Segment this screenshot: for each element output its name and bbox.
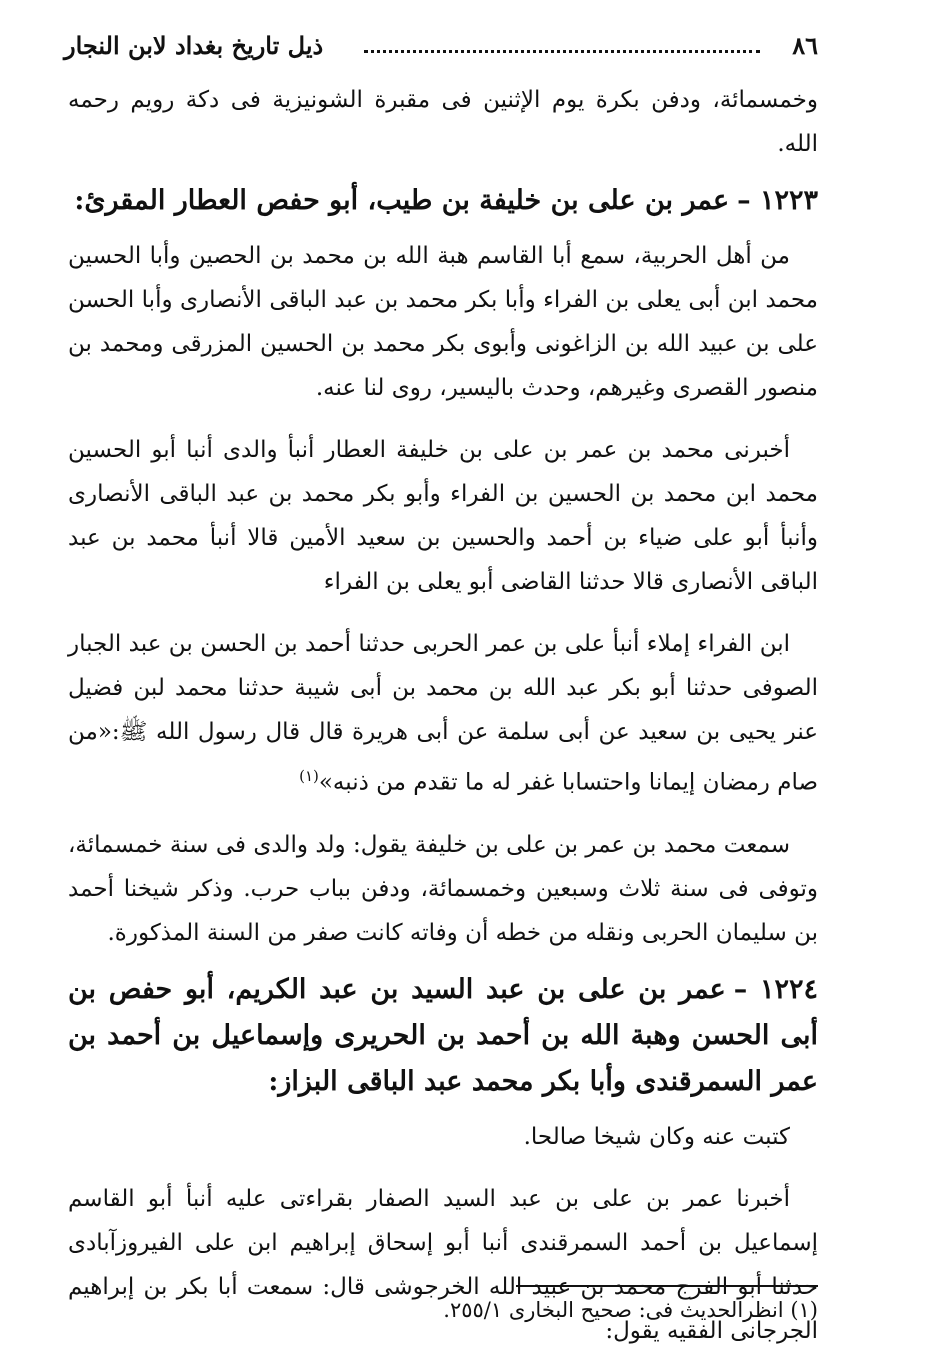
header-dot-leader — [364, 50, 760, 53]
running-title: ذيل تاريخ بغداد لابن النجار — [64, 31, 324, 60]
paragraph: سمعت محمد بن عمر بن على بن خليفة يقول: ولد والدى فى سنة خمسمائة، وتوفى فى سنة ثلاث وسبعين وخمسمائة، ودفن بباب حرب. وذكر شيخنا أحمد بن سليمان الحربى ونقله من خطه أن وفاته كانت صفر من السنة المذكورة. — [68, 831, 818, 946]
footnote-reference: (١) — [299, 767, 319, 785]
paragraph-hadith — [68, 622, 818, 805]
paragraph: كتبت عنه وكان شيخا صالحا. — [523, 1123, 790, 1150]
paragraph-continuation: وخمسمائة، ودفن بكرة يوم الإثنين فى مقبرة الشونيزية فى دكة رويم رحمه الله. — [68, 87, 818, 157]
entry-number: ١٢٢٤ – — [733, 973, 818, 1005]
page-number: ٨٦ — [792, 31, 818, 60]
footnote-divider — [516, 1285, 818, 1287]
entry-heading-1223 — [68, 178, 818, 224]
entry-title: عمر بن على بن عبد السيد بن عبد الكريم، أبو حفص بن أبى الحسن وهبة الله بن أحمد بن الحريرى وإسماعيل بن أحمد بن عمر السمرقندى وأبا بكر محمد عبد الباقى البزاز: — [68, 973, 818, 1097]
footnote: (١) انظرالحديث فى: صحيح البخارى ٢٥٥/١. — [443, 1298, 818, 1322]
entry-number: ١٢٢٣ – — [737, 185, 818, 216]
hadith-text: ابن الفراء إملاء أنبأ على بن عمر الحربى حدثنا أحمد بن الحسن بن عبد الجبار الصوفى حدثنا أبو بكر عبد الله بن محمد بن أبى شيبة حدثنا محمد لبن فضيل عنر يحيى بن سعيد عن أبى سلمة عن أبى هريرة قال قال رسول الله ﷺ:«من صام رمضان إيمانا واحتسابا غفر له ما تقدم من ذنبه» — [68, 631, 818, 796]
paragraph: أخبرنى محمد بن عمر بن على بن خليفة العطار أنبأ والدى أنبا أبو الحسين محمد ابن محمد بن الحسين بن الفراء وأبو بكر محمد بن عبد الباقى الأنصارى وأنبأ أبو على ضياء بن أحمد والحسين بن سعيد الأمين قالا أنبأ محمد بن عبد الباقى الأنصارى قالا حدثنا القاضى أبو يعلى بن الفراء — [68, 437, 818, 595]
entry-title: عمر بن على بن خليفة بن طيب، أبو حفص العطار المقرئ: — [74, 185, 730, 216]
paragraph: أخبرنا عمر بن على بن عبد السيد الصفار بقراءتى عليه أنبأ أبو القاسم إسماعيل بن أحمد السمرقندى أنبا أبو إسحاق إبراهيم ابن على الفيروزآبادى حدثنا أبو الفرج محمد بن عبيد الله الخرجوشى قال: سمعت أبا بكر بن إبراهيم الجرجانى الفقيه يقول: — [68, 1185, 818, 1344]
paragraph: من أهل الحربية، سمع أبا القاسم هبة الله بن محمد بن الحصين وأبا الحسين محمد ابن أبى يعلى بن الفراء وأبا بكر محمد بن عبد الباقى الأنصارى وأبا الحسن على بن عبيد الله بن الزاغونى وأبوى بكر محمد بن الحسين المزرقى ومحمد بن منصور القصرى وغيرهم، وحدث باليسير، روى لنا عنه. — [68, 243, 818, 401]
page-body — [68, 78, 818, 1353]
entry-heading-1224 — [68, 967, 818, 1105]
page-header — [64, 28, 818, 64]
